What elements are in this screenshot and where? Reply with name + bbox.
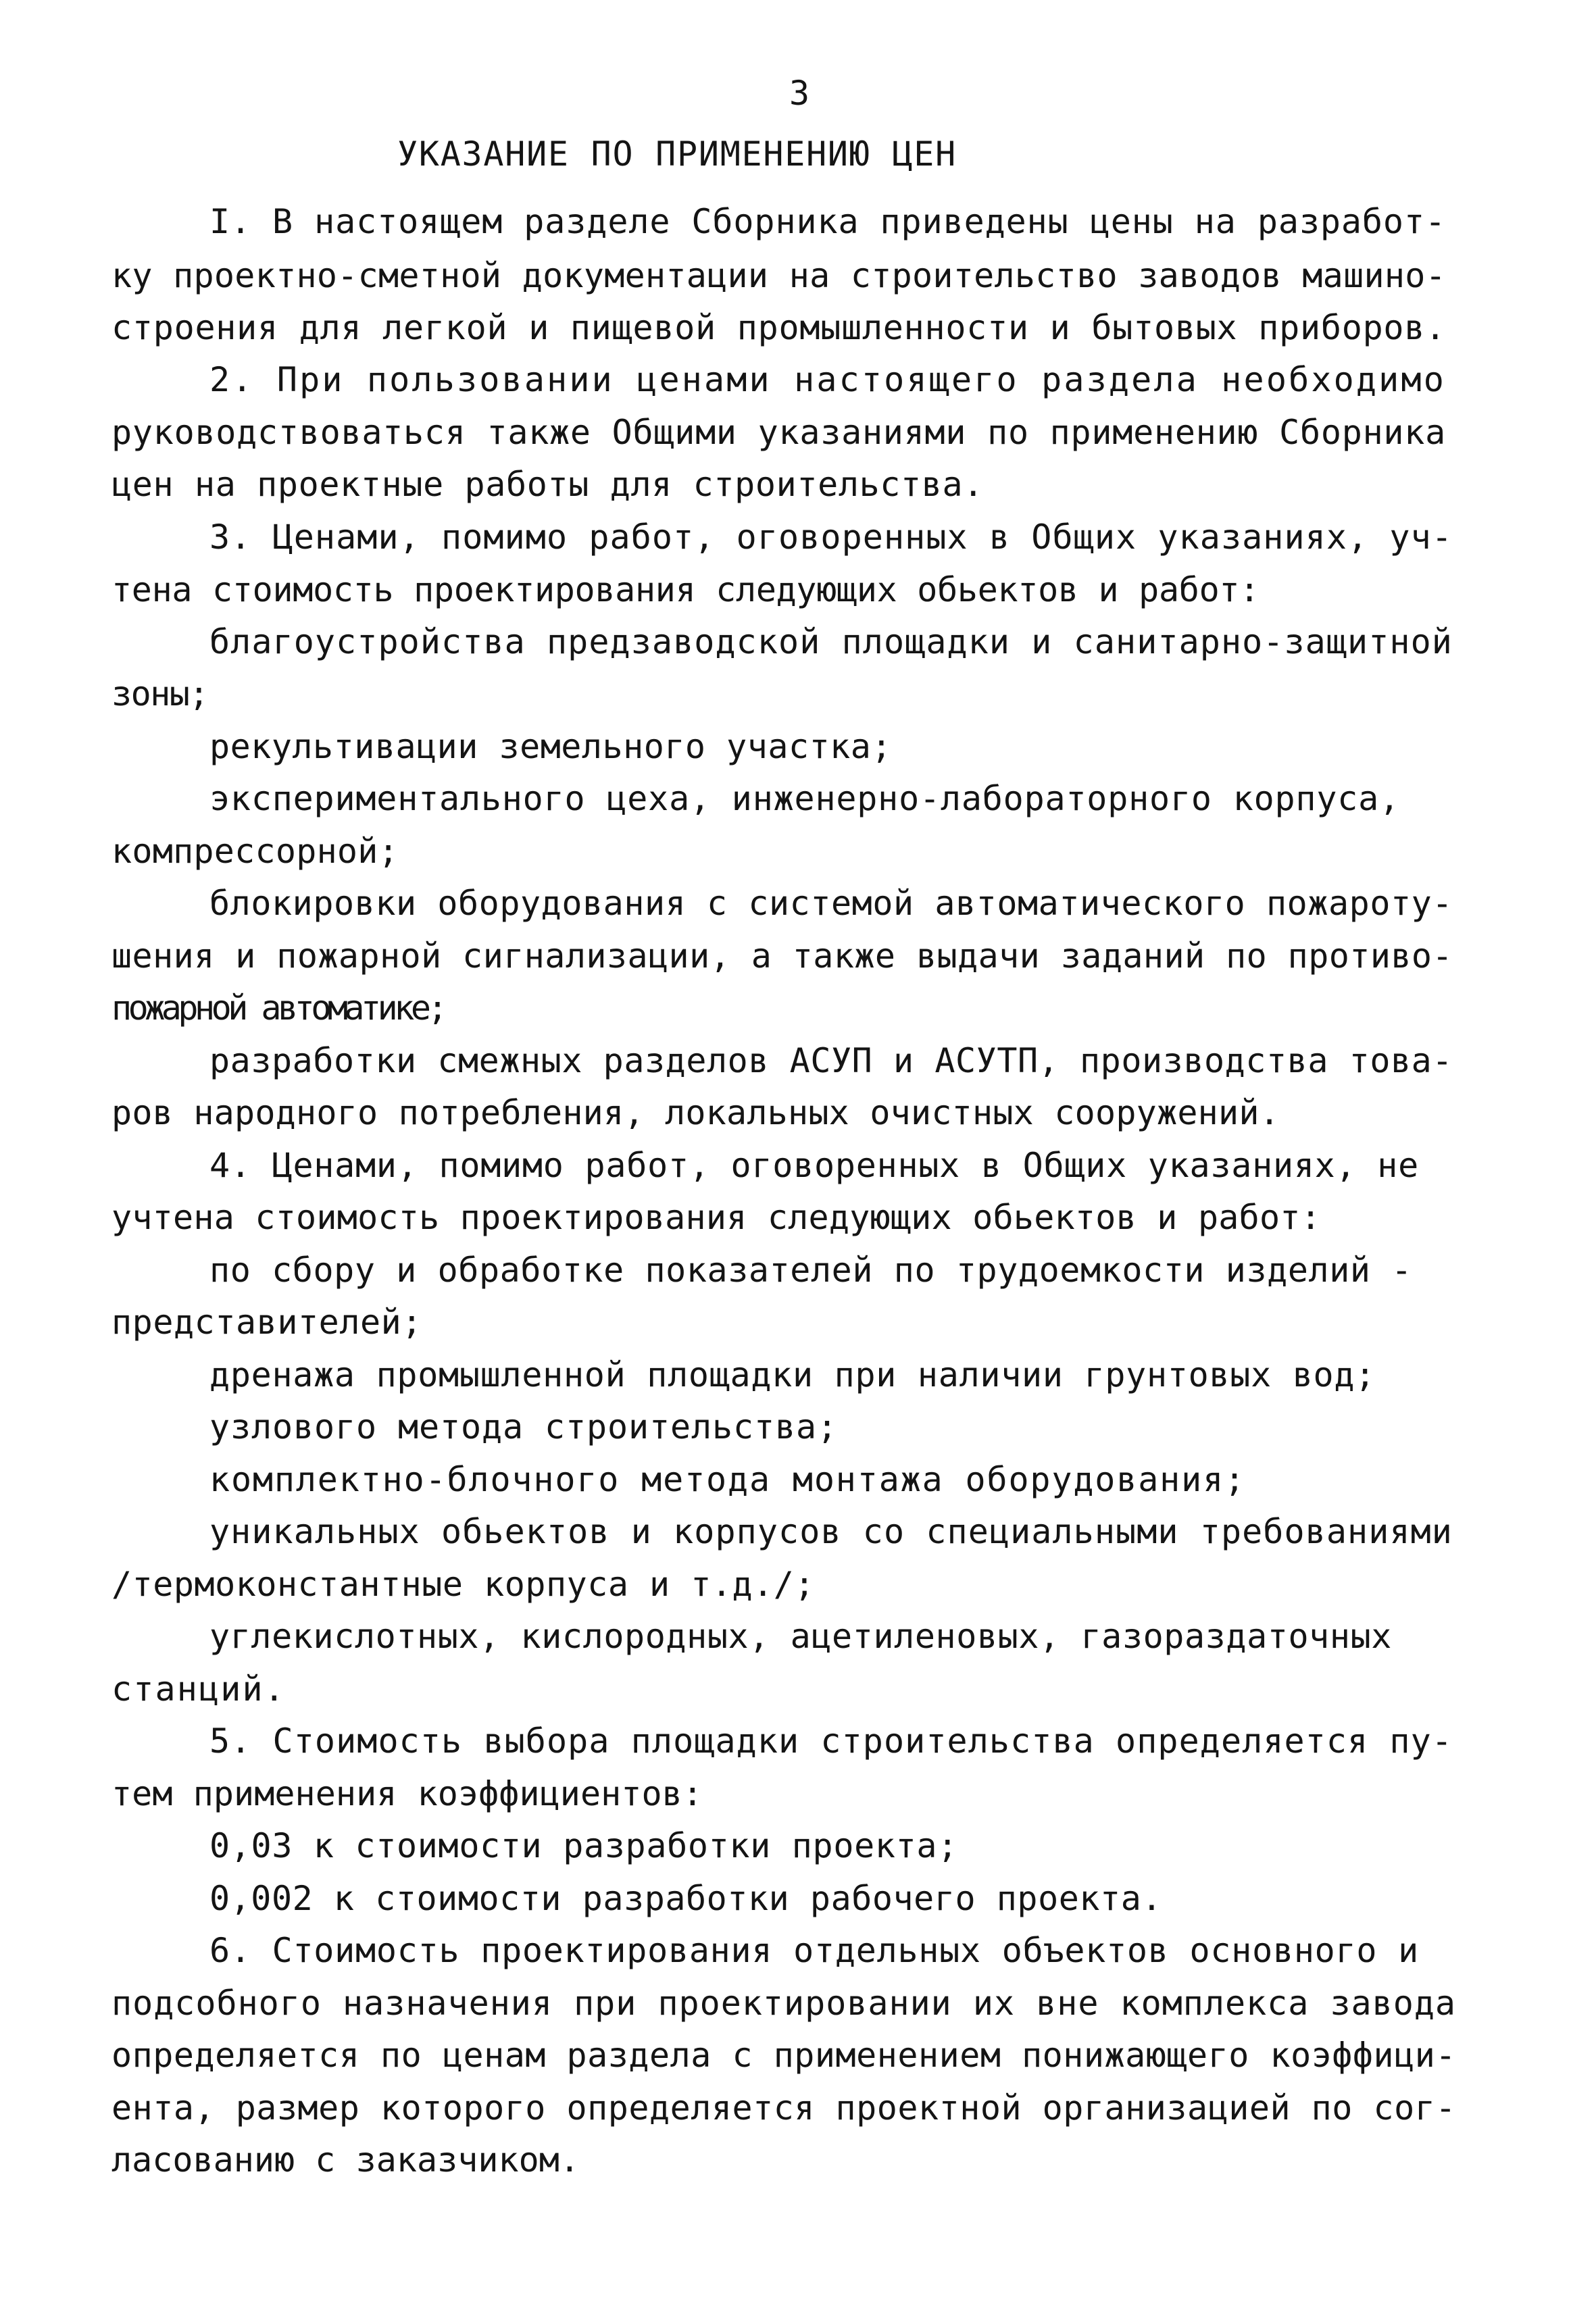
- page-number: 3: [789, 74, 810, 113]
- text-line: рекультивации земельного участка;: [209, 727, 892, 766]
- text-line: 6. Стоимость проектирования отдельных объектов основного и: [209, 1931, 1419, 1970]
- text-line: дренажа промышленной площадки при наличии грунтовых вод;: [209, 1355, 1376, 1394]
- text-line: /термоконстантные корпуса и т.д./;: [111, 1565, 815, 1604]
- text-line: блокировки оборудования с системой автоматического пожароту-: [209, 884, 1453, 923]
- page-heading: УКАЗАНИЕ ПО ПРИМЕНЕНИЮ ЦЕН: [397, 134, 957, 174]
- text-line: компрессорной;: [111, 832, 399, 871]
- text-line: учтена стоимость проектирования следующих обьектов и работ:: [111, 1198, 1321, 1237]
- text-line: по сбору и обработке показателей по трудоемкости изделий -: [209, 1251, 1412, 1290]
- text-line: цен на проектные работы для строительства.: [111, 465, 984, 504]
- text-line: благоустройства предзаводской площадки и санитарно-защитной: [209, 622, 1453, 661]
- text-line: 0,002 к стоимости разработки рабочего проекта.: [209, 1879, 1162, 1918]
- text-line: тем применения коэффициентов:: [111, 1774, 703, 1813]
- text-line: разработки смежных разделов АСУП и АСУТП, производства това-: [209, 1041, 1453, 1080]
- text-line: углекислотных, кислородных, ацетиленовых, газораздаточных: [209, 1617, 1392, 1656]
- text-line: 3. Ценами, помимо работ, оговоренных в Общих указаниях, уч-: [209, 518, 1453, 557]
- text-line: руководствоваться также Общими указаниями по применению Сборника: [111, 413, 1446, 452]
- text-line: уникальных обьектов и корпусов со специальными требованиями: [209, 1512, 1453, 1551]
- text-line: шения и пожарной сигнализации, а также выдачи заданий по противо-: [111, 936, 1453, 976]
- text-line: экспериментального цеха, инженерно-лабораторного корпуса,: [209, 779, 1400, 818]
- text-line: станций.: [111, 1669, 286, 1709]
- text-line: 0,03 к стоимости разработки проекта;: [209, 1826, 958, 1865]
- text-line: ласованию с заказчиком.: [111, 2140, 580, 2180]
- text-line: 5. Стоимость выбора площадки строительства определяется пу-: [209, 1721, 1453, 1761]
- text-line: определяется по ценам раздела с применением понижающего коэффици-: [111, 2036, 1456, 2075]
- text-line: пожарной автоматике;: [111, 988, 445, 1028]
- text-line: узлового метода строительства;: [209, 1407, 838, 1447]
- text-line: ров народного потребления, локальных очистных сооружений.: [111, 1093, 1280, 1132]
- text-line: комплектно-блочного метода монтажа оборудования;: [209, 1460, 1246, 1499]
- text-line: строения для легкой и пищевой промышленности и бытовых приборов.: [111, 308, 1446, 347]
- text-line: представителей;: [111, 1303, 422, 1342]
- text-line: тена стоимость проектирования следующих обьектов и работ:: [111, 570, 1260, 609]
- text-line: 4. Ценами, помимо работ, оговоренных в Общих указаниях, не: [209, 1146, 1419, 1185]
- text-line: зоны;: [111, 674, 208, 713]
- text-line: подсобного назначения при проектировании их вне комплекса завода: [111, 1984, 1456, 2023]
- text-line: ку проектно-сметной документации на строительство заводов машино-: [111, 256, 1446, 295]
- text-line: I. В настоящем разделе Сборника приведены цены на разработ-: [209, 202, 1446, 241]
- text-line: ента, размер которого определяется проектной организацией по сог-: [111, 2088, 1456, 2128]
- text-line: 2. При пользовании ценами настоящего раздела необходимо: [209, 360, 1446, 399]
